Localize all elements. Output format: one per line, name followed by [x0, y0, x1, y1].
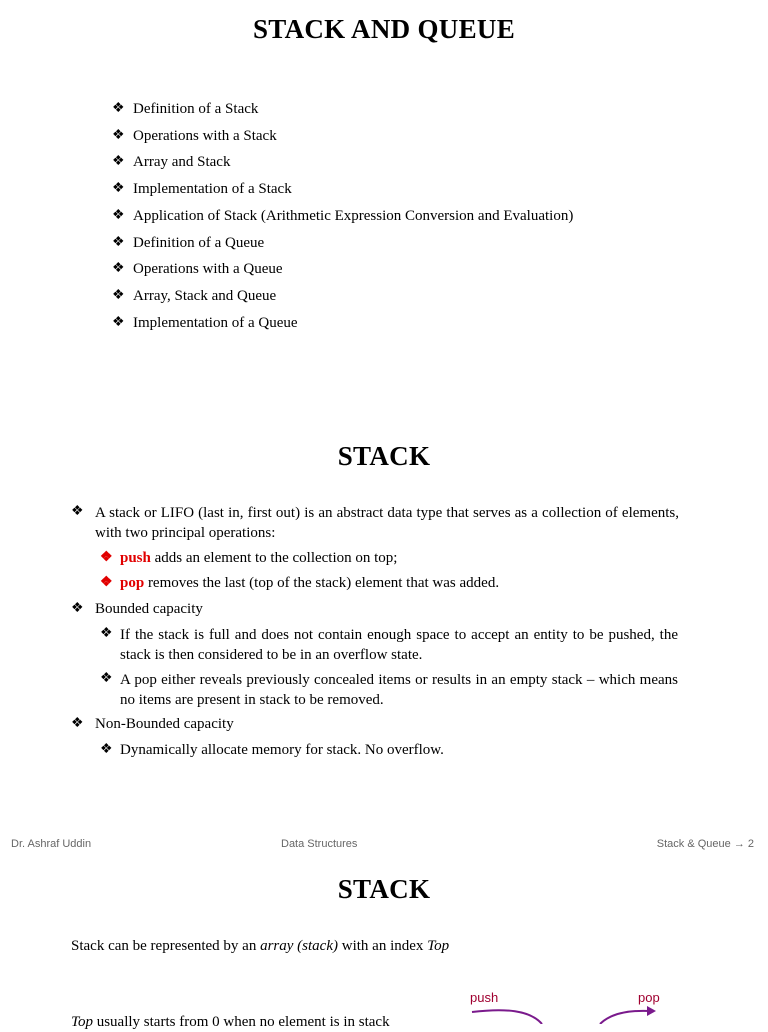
array-term: array (stack) [260, 938, 338, 954]
pop-operation [120, 574, 499, 593]
bullet-icon: ❖ [112, 235, 125, 250]
bullet-icon: ❖ [112, 315, 125, 330]
arrow-head-icon [647, 1006, 656, 1016]
toc-item: Array, Stack and Queue [133, 288, 277, 304]
toc-item: Definition of a Stack [133, 101, 259, 117]
footer-course: Data Structures [281, 838, 358, 850]
push-arrow [472, 1010, 542, 1024]
push-pop-arrows [460, 1000, 680, 1024]
slide-2-title: STACK [337, 441, 431, 471]
text-span: usually starts from 0 when no element is in stack [92, 1014, 390, 1030]
toc-item: Application of Stack (Arithmetic Expression Conversion and Evaluation) [133, 208, 574, 224]
bullet-icon: ❖ [71, 504, 84, 519]
push-description: adds an element to the collection on top; [150, 550, 398, 566]
top-term: Top [71, 1014, 93, 1030]
push-operation [120, 549, 397, 568]
underflow-description: A pop either reveals previously concealed items or results in an empty stack – which means no items are present in stack to be removed. [120, 672, 678, 708]
bullet-icon: ❖ [112, 128, 125, 143]
overflow-description: If the stack is full and does not contain enough space to accept an entity to be pushed, the stack is then considered to be in an overflow state. [120, 627, 678, 663]
footer-page: Stack & Queue → 2 [656, 838, 754, 850]
non-bounded-capacity: Non-Bounded capacity [95, 716, 234, 732]
bullet-icon: ❖ [112, 101, 125, 116]
bullet-icon: ❖ [112, 181, 125, 196]
toc-item: Operations with a Stack [133, 128, 277, 144]
pop-label: pop [638, 990, 660, 1005]
stack-array-line [71, 937, 449, 956]
top-term: Top [427, 938, 450, 954]
toc-item: Implementation of a Queue [133, 315, 298, 331]
toc-item: Array and Stack [133, 154, 231, 170]
bullet-icon: ❖ [100, 575, 113, 590]
bullet-icon: ❖ [71, 716, 84, 731]
bounded-capacity: Bounded capacity [95, 601, 203, 617]
stack-definition: A stack or LIFO (last in, first out) is an abstract data type that serves as a collection of elements, with two principal operations: [95, 505, 679, 541]
bullet-icon: ❖ [112, 154, 125, 169]
toc-item: Definition of a Queue [133, 235, 265, 251]
footer-author: Dr. Ashraf Uddin [11, 838, 92, 850]
bullet-icon: ❖ [100, 550, 113, 565]
pop-keyword: pop [120, 575, 145, 591]
top-start-line [71, 1013, 390, 1032]
dynamic-allocation: Dynamically allocate memory for stack. No overflow. [120, 742, 444, 758]
bullet-icon: ❖ [112, 261, 125, 276]
bullet-icon: ❖ [100, 626, 113, 641]
text-span: with an index [338, 938, 428, 954]
slide-1-title: STACK AND QUEUE [252, 14, 516, 44]
text-span: Stack can be represented by an [71, 938, 261, 954]
push-label: push [470, 990, 499, 1005]
toc-item: Implementation of a Stack [133, 181, 292, 197]
toc-item: Operations with a Queue [133, 261, 283, 277]
slide-3-title: STACK [337, 874, 431, 904]
bullet-icon: ❖ [112, 208, 125, 223]
pop-arrow [600, 1011, 650, 1024]
push-keyword: push [120, 550, 151, 566]
bullet-icon: ❖ [112, 288, 125, 303]
bullet-icon: ❖ [71, 601, 84, 616]
bullet-icon: ❖ [100, 742, 113, 757]
pop-description: removes the last (top of the stack) element that was added. [144, 575, 500, 591]
bullet-icon: ❖ [100, 671, 113, 686]
